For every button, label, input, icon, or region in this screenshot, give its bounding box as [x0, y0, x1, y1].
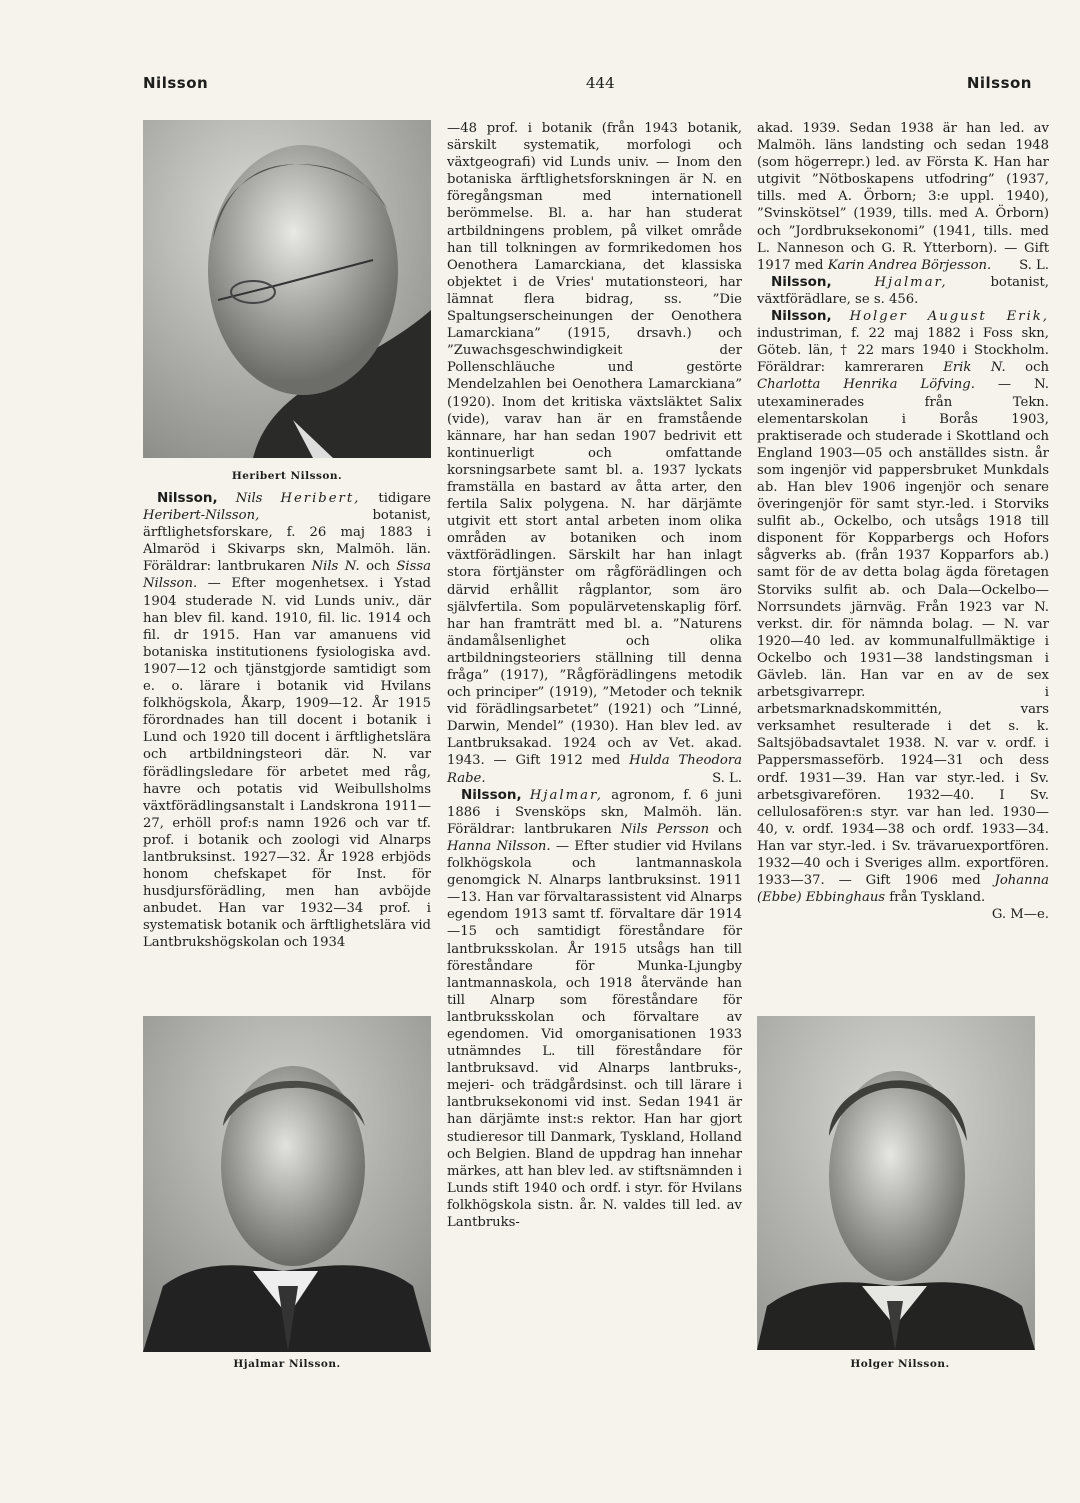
father-name: Nils N.: [311, 559, 360, 575]
entry-hjalmar-botanist: [757, 274, 1049, 308]
text: — N. utexaminerades från Tekn. elementarskolan i Borås 1903, praktiserade och studerade i Skottland och England 1903—05 och anställdes sistn. år som ingenjör vid pappersbruket Munkdals ab. Han blev 1906 ingenjör och senare överingenjör för samt styr.-led. i Storviks sulfit ab., Ockelbo, och utsågs 1918 till disponent för Kopparbergs och Hofors sågverks ab. (från 1937 Kopparfors ab.) samt för de av detta bolag ägda företagen Storviks sulfit ab. och Dala—Ockelbo—Norrsundets järnväg. Från 1923 var N. verkst. dir. för nämnda bolag. — N. var 1920—40 led. av kommunalfullmäktige i Ockelbo och 1931—38 landstingsman i Gävleb. län. Han var en av de sex arbetsgivarrepr. i arbetsmarknadskommittén, vars verksamhet resulterade i det s. k. Saltsjöbadsavtalet 1938. N. var v. ordf. i Pappersmasseförb. 1924—31 och dess ordf. 1931—39. Han var styr.-led. i Sv. arbetsgivarefören. 1932—40. I Sv. cellulosafören:s styr. var han led. 1930—40, v. ordf. 1934—38 och ordf. 1933—34. Han var styr.-led. i Sv. trävaruexportfören. 1932—40 och i Sveriges allm. exportfören. 1933—37. — Gift 1906 med: [757, 377, 1049, 889]
entry-holger: [757, 308, 1050, 923]
entry-heribert: [143, 490, 431, 952]
text: —48 prof. i botanik (från 1943 botanik, särskilt systematik, morfologi och växtgeografi) vid Lunds univ. — Inom den botaniska ärftlighetsforskningen är N. en föregångsman med internationell berömmelse. Bl. a. har han studerat artbildningens problem, på vilket område han till tolkningen av formrikedomen hos Oenothera Lamarckiana, det klassiska objektet i de Vries' mutationsteori, har lämnat flera bidrag, ss. ”Die Spaltungserscheinungen der Oenothera Lamarckiana” (1915, drsavh.) och ”Zuwachsgeschwindigkeit der Pollenschläuche und gestörte Mendelzahlen bei Oenothera Lamarckiana” (1920). Inom det kritiska växtsläktet Salix (vide), varav han är en framstående kännare, har han sedan 1907 bedrivit ett kontinuerligt och omfattande korsningsarbete samt bl. a. 1937 lyckats framställa en bastard av åtta arter, den fertila Salix polygena. N. har därjämte utgivit ett stort antal arbeten inom olika områden av botaniken och inom växtförädlingen. Särskilt har han inlagt stora förtjänster om rågförädlingen och därvid erhållit rågplantor, som äro självfertila. Som populärvetenskaplig förf. har han framträtt med bl. a. ”Naturens ändamålsenlighet och olika artbildningsteoriers ställning till denna fråga” (1917), ”Rågförädlingens metodik och principer” (1919), ”Metoder och teknik vid förädlingsarbetet” (1921) och ”Linné, Darwin, Mendel” (1930). Han blev led. av Lantbruksakad. 1924 och av Vet. akad. 1943. — Gift 1912 med: [447, 121, 742, 769]
mother-name: Sissa Nilsson.: [143, 559, 431, 592]
headword: Nilsson,: [461, 786, 522, 803]
name-spaced: Heribert,: [280, 491, 361, 506]
text: — Efter mogenhetsex. i Ystad 1904 studerade N. vid Lunds univ., där han blev fil. kand. 1910, fil. lic. 1914 och fil. dr 1915. Han var amanuens vid botaniska institutionens fysiologiska avd. 1907—12 och tjänstgjorde samtidigt som e. o. lärare i botanik vid Hvilans folkhögskola, Åkarp, 1909—12. År 1915 förordnades han till docent i botanik i Lund och 1920 till docent i ärftlighetslära och artbildningsteori där. N. var förädlingsledare för arbetet med råg, havre och potatis vid Weibullsholms växtförädlingsanstalt i Landskrona 1911—27, erhöll prof:s namn 1926 och var tf. prof. i botanik och zoologi vid Alnarps lantbruksinst. 1927—32. År 1928 erbjöds honom chefskapet för Inst. för husdjursförädling, men han avböjde anbudet. Han var 1932—34 prof. i systematisk botanik och ärftlighetslära vid Lantbrukshögskolan och 1934: [143, 576, 431, 951]
caption-holger: Holger Nilsson.: [850, 1358, 950, 1370]
signature: G. M—e.: [991, 907, 1049, 923]
signature: S. L.: [1019, 257, 1049, 273]
text: botanist, ärftlighetsforskare, f. 26 maj 1883 i Almaröd i Skivarps skn, Malmöh. län. Föräldrar: lantbrukaren: [143, 508, 431, 575]
column-1: [143, 490, 431, 952]
running-head-right: Nilsson: [966, 74, 1032, 92]
portrait-holger: [757, 1016, 1035, 1350]
signature: S. L.: [712, 770, 742, 786]
alias: Heribert-Nilsson,: [143, 508, 260, 524]
wife-name: Johanna (Ebbe) Ebbinghaus: [757, 873, 1049, 906]
mother-name: Charlotta Henrika Löfving.: [757, 377, 975, 393]
text: tidigare: [360, 491, 431, 506]
caption-hjalmar: Hjalmar Nilsson.: [233, 1358, 341, 1370]
running-head-left: Nilsson: [143, 74, 209, 92]
entry-hjalmar-continued: [757, 120, 1049, 274]
caption-heribert: Heribert Nilsson.: [231, 470, 343, 482]
text: och: [1005, 360, 1050, 376]
wife-name: Karin Andrea Börjesson.: [827, 257, 992, 273]
text: botanist, växtförädlare, se s. 456.: [757, 274, 1049, 307]
father-name: Erik N.: [943, 360, 1006, 376]
name-spaced: Holger August Erik,: [849, 309, 1049, 325]
portrait-heribert: [143, 120, 431, 458]
entry-heribert-continued: [447, 120, 742, 787]
text: industriman, f. 22 maj 1882 i Foss skn, Göteb. län, † 22 mars 1940 i Stockholm. Föräldrar: kamreraren: [757, 326, 1049, 376]
text: — Efter studier vid Hvilans folkhögskola och lantmannaskola genomgick N. Alnarps lantbruksinst. 1911—13. Han var förvaltarassistent vid Alnarps egendom 1913 samt tf. förvaltare där 1914—15 och samtidigt föreståndare för lantbruksskolan. År 1915 utsågs han till föreståndare för Munka-Ljungby lantmannaskola, och 1918 återvände han till Alnarp som föreståndare för lantbruksskolan och förvaltare av egendomen. Vid omorganisationen 1933 utnämndes L. till föreståndare för lantbruksavd. vid Alnarps lantbruks-, mejeri- och trädgårdsinst. och till lärare i lantbruksekonomi vid inst. Sedan 1941 är han därjämte inst:s rektor. Han har gjort studieresor till Danmark, Tyskland, Holland och Belgien. Bland de uppdrag han innehar märkes, att han blev led. av stiftsnämnden i Lunds stift 1940 och ordf. i styr. för Hvilans folkhögskola sistn. år. N. valdes till led. av Lantbruks-: [447, 838, 742, 1230]
page-number: 444: [586, 74, 615, 92]
text: akad. 1939. Sedan 1938 är han led. av Malmöh. läns landsting och sedan 1948 (som högerrepr.) led. av Första K. Han har utgivit ”Nötboskapens utfodring” (1937, tills. med A. Örborn; 3:e uppl. 1940), ”Svinskötsel” (1939, tills. med A. Örborn) och ”Jordbruksekonomi” (1941, tills. med L. Nanneson och G. R. Ytterborn). — Gift 1917 med: [757, 121, 1049, 273]
text: och: [709, 821, 742, 837]
wife-name: Hulda Theodora Rabe.: [447, 753, 742, 786]
name-spaced: Hjalmar,: [529, 787, 603, 803]
column-2: [447, 120, 742, 1231]
text: och: [359, 559, 397, 575]
headword: Nilsson,: [157, 490, 218, 506]
text: agronom, f. 6 juni 1886 i Svensköps skn, Malmöh. län. Föräldrar: lantbrukaren: [447, 787, 742, 837]
text: från Tyskland.: [885, 890, 986, 906]
father-name: Nils Persson: [620, 821, 710, 837]
portrait-hjalmar: [143, 1016, 431, 1352]
entry-hjalmar: [447, 787, 742, 1231]
headword: Nilsson,: [771, 273, 832, 290]
name: Nils: [235, 491, 263, 506]
mother-name: Hanna Nilsson.: [447, 838, 551, 854]
column-3: [757, 120, 1049, 923]
name-spaced: Hjalmar,: [874, 274, 948, 290]
headword: Nilsson,: [771, 308, 832, 325]
